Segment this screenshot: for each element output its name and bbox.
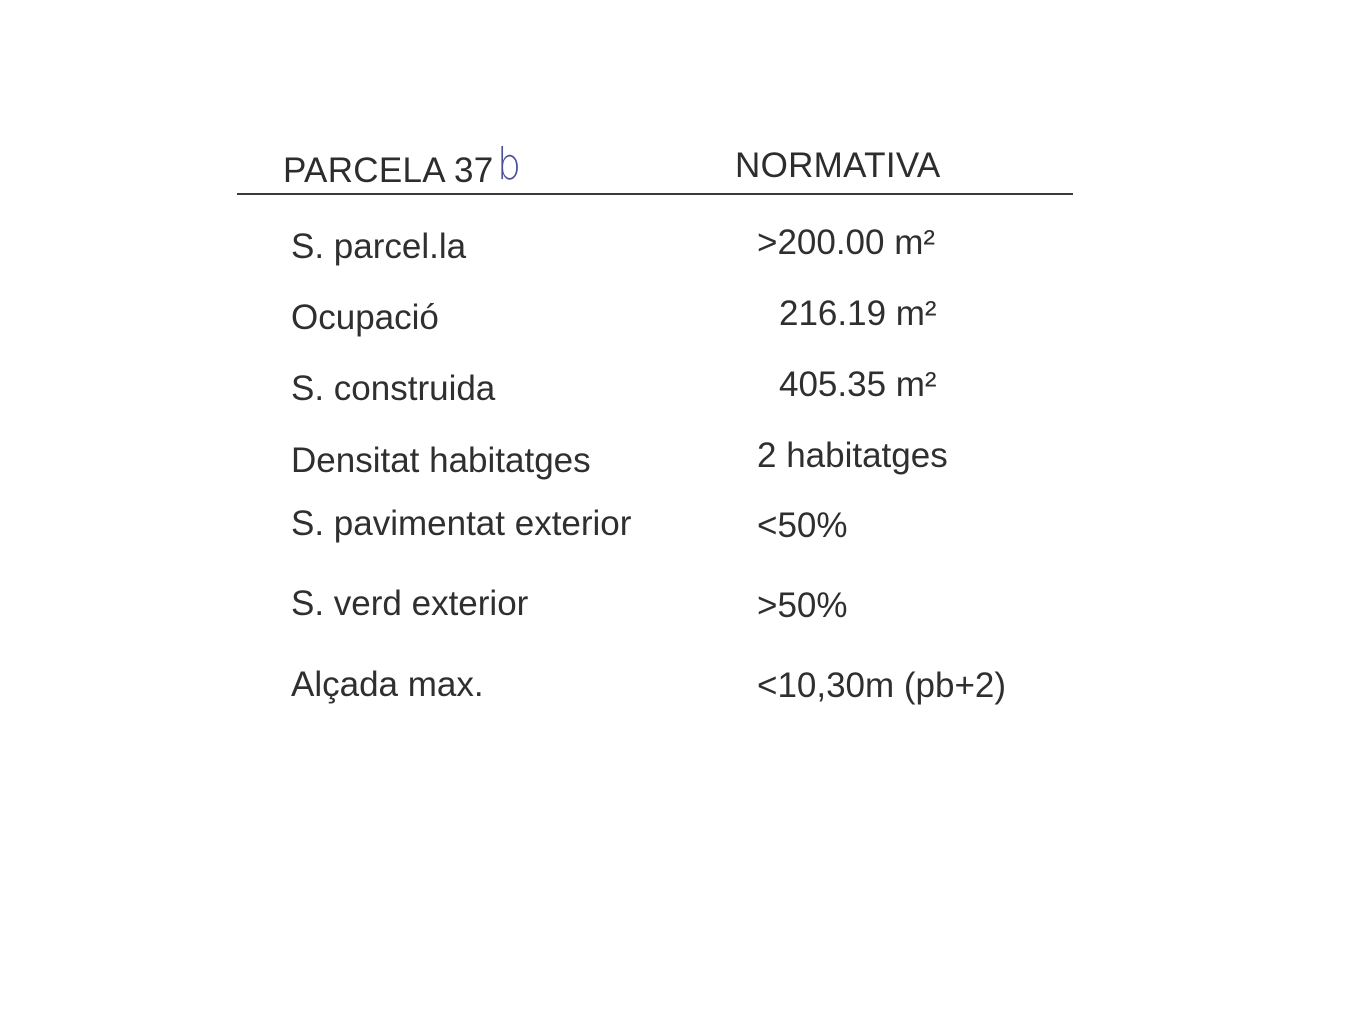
row-value-superficie-parcela: >200.00 m² [757, 223, 936, 262]
row-label-verd-exterior: S. verd exterior [291, 584, 529, 623]
row-value-superficie-construida: 405.35 m² [779, 365, 937, 404]
row-value-alcada-max: <10,30m (pb+2) [757, 666, 1007, 705]
row-value-verd-exterior: >50% [757, 586, 848, 625]
row-label-ocupacio: Ocupació [291, 298, 439, 337]
header-divider [237, 193, 1073, 195]
parcel-title: PARCELA 37 [283, 151, 494, 190]
row-label-pavimentat-exterior: S. pavimentat exterior [291, 504, 632, 543]
row-label-superficie-parcela: S. parcel.la [291, 227, 467, 266]
parcel-suffix-handwritten: b [496, 139, 521, 190]
row-value-ocupacio: 216.19 m² [779, 294, 937, 333]
row-value-pavimentat-exterior: <50% [757, 506, 848, 545]
row-label-alcada-max: Alçada max. [291, 665, 484, 704]
row-label-superficie-construida: S. construida [291, 369, 496, 408]
normativa-header: NORMATIVA [735, 146, 941, 185]
parcel-header [283, 139, 523, 190]
row-value-densitat-habitatges: 2 habitatges [757, 436, 948, 475]
row-label-densitat-habitatges: Densitat habitatges [291, 441, 591, 480]
